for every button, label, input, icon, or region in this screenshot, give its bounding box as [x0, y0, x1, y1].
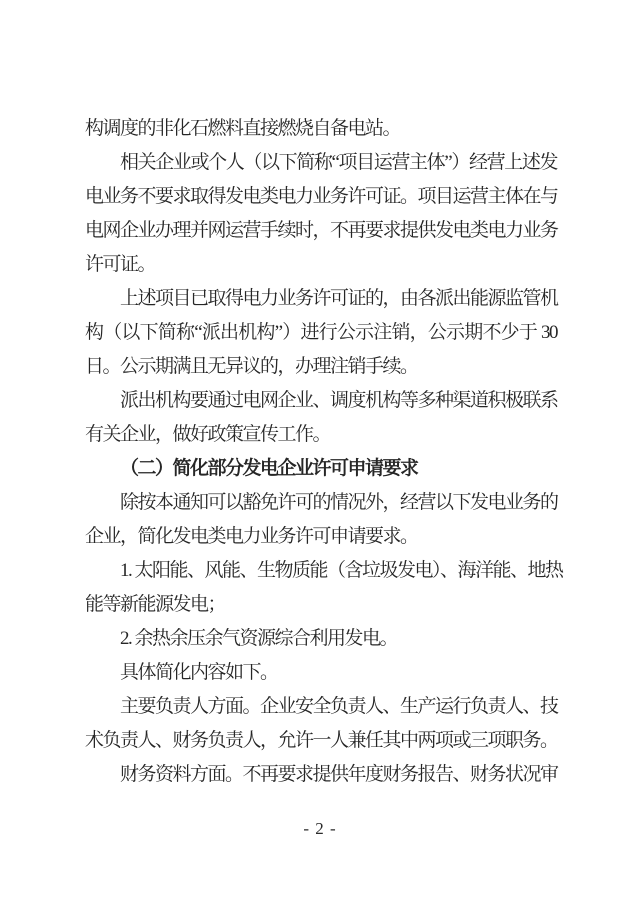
text-line: 企业，简化发电类电力业务许可申请要求。 [85, 526, 418, 547]
text-line: 具体简化内容如下。 [120, 662, 278, 683]
text-line: （二）简化部分发电企业许可申请要求 [120, 458, 418, 479]
text-line: 日。公示期满且无异议的，办理注销手续。 [85, 356, 418, 377]
text-line: 相关企业或个人（以下简称“项目运营主体”）经营上述发 [120, 152, 557, 173]
text-line: 2. 余热余压余气资源综合利用发电。 [120, 628, 398, 649]
text-line: 构调度的非化石燃料直接燃烧自备电站。 [85, 118, 401, 139]
text-line: 1. 太阳能、风能、生物质能（含垃圾发电）、海洋能、地热 [120, 560, 563, 581]
text-line: 能等新能源发电； [85, 594, 226, 615]
text-line: 主要负责人方面。企业安全负责人、生产运行负责人、技 [120, 696, 558, 717]
text-line: 构（以下简称“派出机构”）进行公示注销，公示期不少于 30 [85, 322, 557, 343]
document-body [85, 112, 563, 792]
text-line: 许可证。 [85, 254, 156, 275]
text-line: 术负责人、财务负责人，允许一人兼任其中两项或三项职务。 [85, 730, 558, 751]
text-line: 除按本通知可以豁免许可的情况外，经营以下发电业务的 [120, 492, 558, 513]
text-line: 上述项目已取得电力业务许可证的，由各派出能源监管机 [120, 288, 558, 309]
text-line: 电业务不要求取得发电类电力业务许可证。项目运营主体在与 [85, 186, 558, 207]
text-line: 电网企业办理并网运营手续时，不再要求提供发电类电力业务 [85, 220, 558, 241]
text-line: 财务资料方面。不再要求提供年度财务报告、财务状况审 [120, 764, 558, 785]
text-line: 派出机构要通过电网企业、调度机构等多种渠道积极联系 [120, 390, 558, 411]
text-line: 有关企业，做好政策宣传工作。 [85, 424, 331, 445]
page-number: - 2 - [303, 819, 337, 838]
